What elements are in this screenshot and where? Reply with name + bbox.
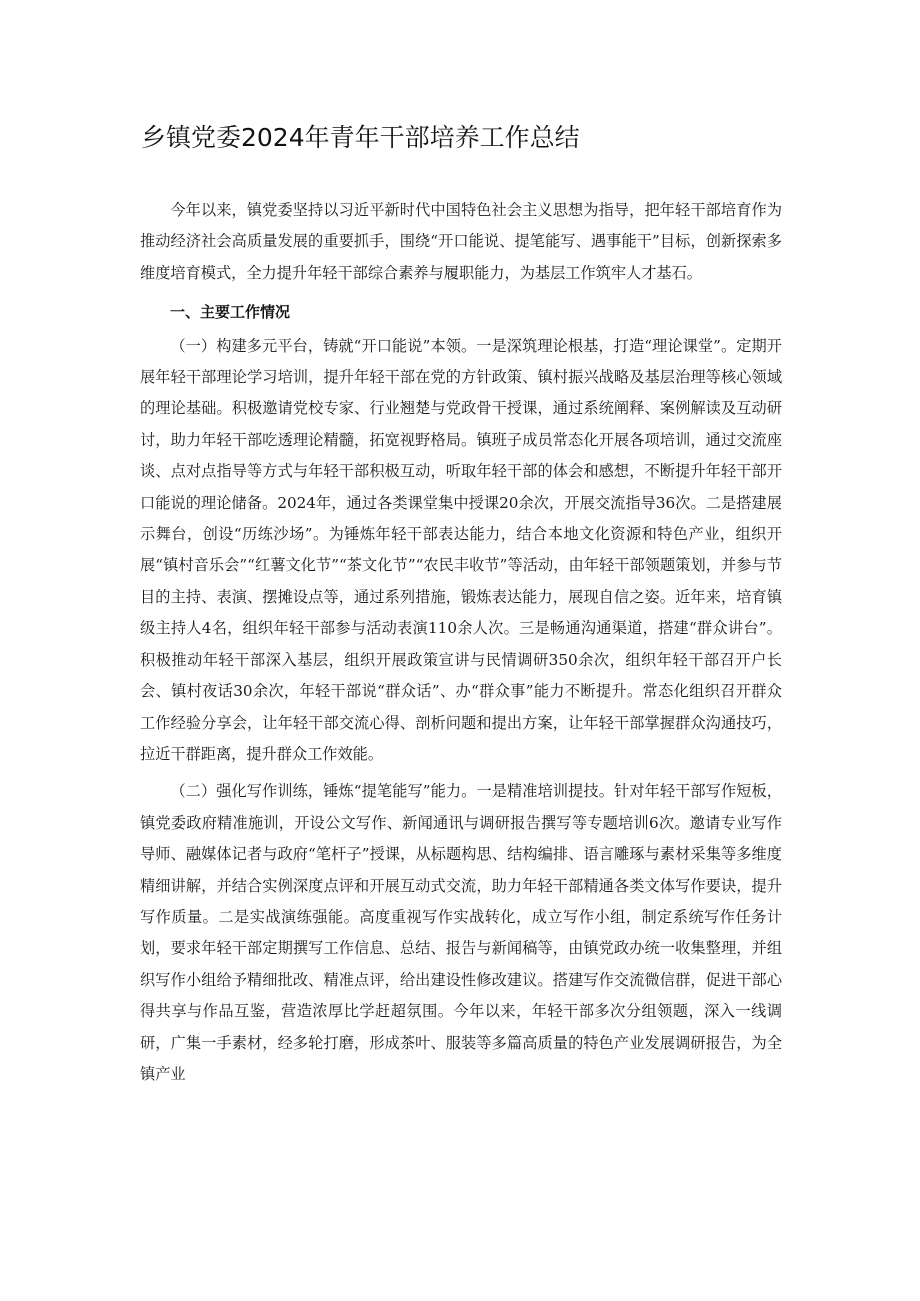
paragraph-spacer [140, 289, 782, 295]
document-title: 乡镇党委2024年青年干部培养工作总结 [141, 123, 580, 152]
section-heading: 一、主要工作情况 [170, 303, 291, 322]
body-paragraph-1: （一）构建多元平台，铸就“开口能说”本领。一是深筑理论根基，打造“理论课堂”。定期开展年轻干部理论学习培训，提升年轻干部在党的方针政策、镇村振兴战略及基层治理等核心领域的理论基础。积极邀请党校专家、行业翘楚与党政骨干授课，通过系统阐释、案例解读及互动研讨，助力年轻干部吃透理论精髓，拓宽视野格局。镇班子成员常态化开展各项培训，通过交流座谈、点对点指导等方式与年轻干部积极互动，听取年轻干部的体会和感想，不断提升年轻干部开口能说的理论储备。2024年，通过各类课堂集中授课20余次，开展交流指导36次。二是搭建展示舞台，创设“历练沙场”。为锤炼年轻干部表达能力，结合本地文化资源和特色产业，组织开展“镇村音乐会”“红薯文化节”“茶文化节”“农民丰收节”等活动，由年轻干部领题策划，并参与节目的主持、表演、摆摊设点等，通过系列措施，锻炼表达能力，展现自信之姿。近年来，培育镇级主持人4名，组织年轻干部参与活动表演110余人次。三是畅通沟通渠道，搭建“群众讲台”。积极推动年轻干部深入基层，组织开展政策宣讲与民情调研350余次，组织年轻干部召开户长会、镇村夜话30余次，年轻干部说“群众话”、办“群众事”能力不断提升。常态化组织召开群众工作经验分享会，让年轻干部交流心得、剖析问题和提出方案，让年轻干部掌握群众沟通技巧，拉近干群距离，提升群众工作效能。 [140, 336, 782, 763]
body-paragraph-2: （二）强化写作训练，锤炼“提笔能写”能力。一是精准培训提技。针对年轻干部写作短板，镇党委政府精准施训，开设公文写作、新闻通讯与调研报告撰写等专题培训6次。邀请专业写作导师、融媒体记者与政府“笔杆子”授课，从标题构思、结构编排、语言雕琢与素材采集等多维度精细讲解，并结合实例深度点评和开展互动式交流，助力年轻干部精通各类文体写作要诀，提升写作质量。二是实战演练强能。高度重视写作实战转化，成立写作小组，制定系统写作任务计划，要求年轻干部定期撰写工作信息、总结、报告与新闻稿等，由镇党政办统一收集整理，并组织写作小组给予精细批改、精准点评，给出建设性修改建议。搭建写作交流微信群，促进干部心得共享与作品互鉴，营造浓厚比学赶超氛围。今年以来，年轻干部多次分组领题，深入一线调研，广集一手素材，经多轮打磨，形成茶叶、服装等多篇高质量的特色产业发展调研报告，为全镇产业 [140, 782, 782, 1083]
document-body [140, 195, 782, 1090]
intro-paragraph: 今年以来，镇党委坚持以习近平新时代中国特色社会主义思想为指导，把年轻干部培育作为推动经济社会高质量发展的重要抓手，围绕“开口能说、提笔能写、遇事能干”目标，创新探索多维度培育模式，全力提升年轻干部综合素养与履职能力，为基层工作筑牢人才基石。 [140, 201, 782, 282]
